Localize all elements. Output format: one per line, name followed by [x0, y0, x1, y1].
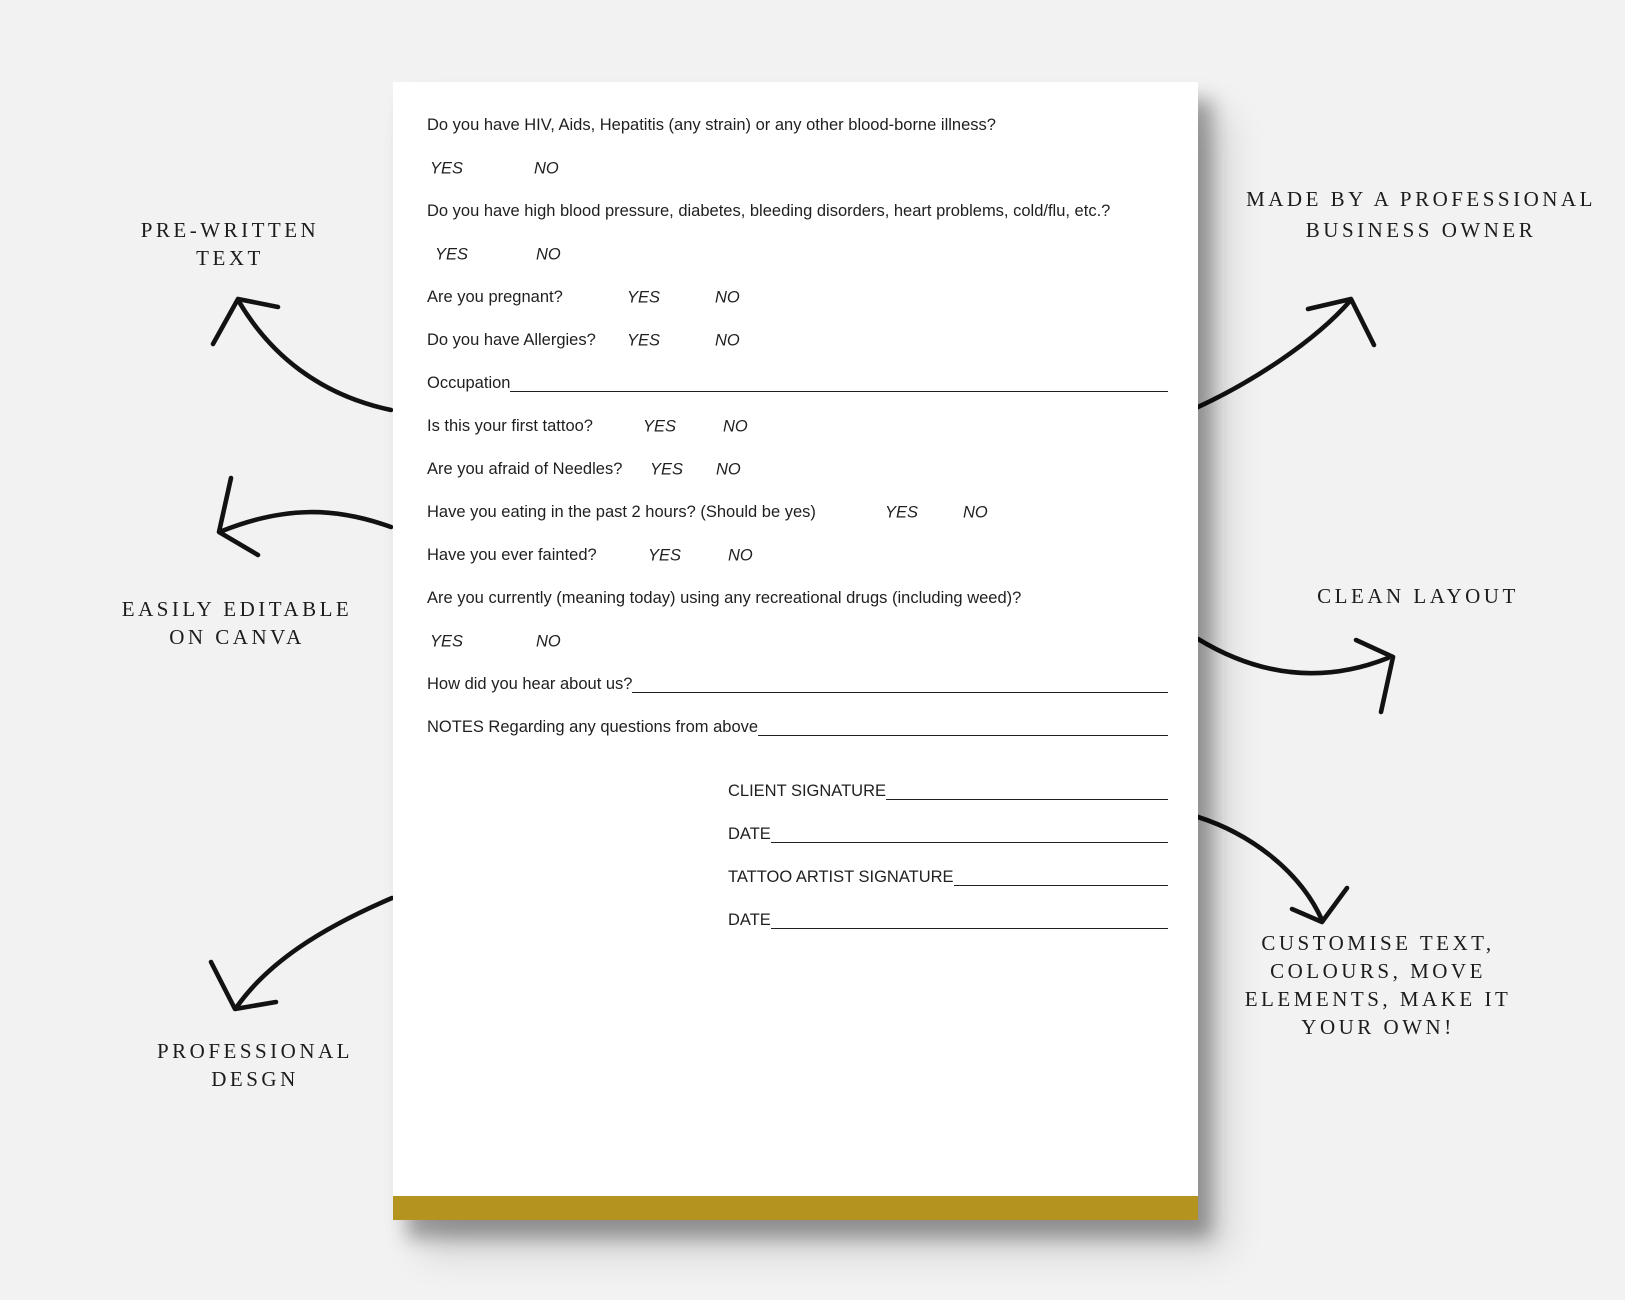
field-label: DATE — [728, 911, 771, 929]
yes-option: YES — [627, 288, 661, 306]
blank-line — [771, 842, 1168, 843]
blank-line — [510, 391, 1168, 392]
no-option: NO — [963, 503, 988, 521]
note-line: CUSTOMISE TEXT, — [1261, 931, 1495, 955]
yesno-row-blood-borne — [427, 147, 1198, 190]
note-pre-written-text — [60, 216, 400, 272]
question-fainted — [427, 534, 1198, 577]
blank-line — [886, 799, 1168, 800]
yesno-row-recreational-drugs — [427, 620, 1198, 663]
yes-option: YES — [430, 159, 464, 177]
blank-line — [954, 885, 1168, 886]
question-text: Do you have Allergies? — [427, 331, 596, 349]
question-medical-conditions — [427, 190, 1198, 233]
question-text: Are you afraid of Needles? — [427, 460, 623, 478]
note-easily-editable — [67, 595, 407, 651]
note-line: TEXT — [196, 246, 264, 270]
note-line: ON CANVA — [169, 625, 305, 649]
arrow-to-customise — [1198, 817, 1347, 922]
field-label: CLIENT SIGNATURE — [728, 782, 886, 800]
blank-line — [771, 928, 1168, 929]
question-text: Are you currently (meaning today) using any recreational drugs (including weed)? — [427, 589, 1022, 607]
question-allergies — [427, 319, 1198, 362]
field-occupation — [427, 362, 1198, 405]
field-client-date — [728, 813, 1168, 856]
question-text: Have you ever fainted? — [427, 546, 597, 564]
no-option: NO — [715, 331, 740, 349]
gold-accent-bar — [393, 1196, 1198, 1220]
field-artist-signature — [728, 856, 1168, 899]
note-line: ELEMENTS, MAKE IT — [1244, 987, 1512, 1011]
note-customise — [1208, 929, 1548, 1041]
question-text: Do you have high blood pressure, diabetes, bleeding disorders, heart problems, cold/flu, etc.? — [427, 202, 1111, 220]
arrow-to-easily-editable — [219, 478, 391, 555]
note-line: MADE BY A PROFESSIONAL — [1246, 187, 1596, 211]
question-blood-borne — [427, 104, 1198, 147]
field-label: Occupation — [427, 374, 511, 392]
yes-option: YES — [643, 417, 677, 435]
arrow-to-pre-written-text — [213, 299, 391, 410]
note-line: PROFESSIONAL — [156, 1039, 354, 1063]
field-client-signature — [728, 770, 1168, 813]
yes-option: YES — [627, 331, 661, 349]
yes-option: YES — [885, 503, 919, 521]
form-body — [393, 82, 1198, 942]
note-line: COLOURS, MOVE — [1270, 959, 1486, 983]
field-label: How did you hear about us? — [427, 675, 633, 693]
note-made-by-professional — [1217, 184, 1625, 246]
no-option: NO — [716, 460, 741, 478]
note-line: YOUR OWN! — [1301, 1015, 1455, 1039]
note-line: BUSINESS OWNER — [1305, 218, 1537, 242]
blank-line — [632, 692, 1168, 693]
question-eaten — [427, 491, 1198, 534]
question-text: Are you pregnant? — [427, 288, 563, 306]
no-option: NO — [536, 632, 561, 650]
field-label: NOTES Regarding any questions from above — [427, 718, 759, 736]
yesno-row-medical-conditions — [427, 233, 1198, 276]
question-recreational-drugs — [427, 577, 1198, 620]
no-option: NO — [536, 245, 561, 263]
field-label: TATTOO ARTIST SIGNATURE — [728, 868, 954, 886]
no-option: NO — [715, 288, 740, 306]
note-clean-layout — [1248, 582, 1588, 610]
no-option: NO — [534, 159, 559, 177]
note-professional-design — [85, 1037, 425, 1093]
field-label: DATE — [728, 825, 771, 843]
yes-option: YES — [435, 245, 469, 263]
question-afraid-needles — [427, 448, 1198, 491]
question-text: Is this your first tattoo? — [427, 417, 593, 435]
arrow-to-made-by-professional — [1198, 299, 1374, 407]
note-line: EASILY EDITABLE — [121, 597, 353, 621]
field-artist-date — [728, 899, 1168, 942]
field-notes — [427, 706, 1198, 749]
arrow-to-professional-design — [211, 898, 392, 1009]
consent-form-page — [393, 82, 1198, 1220]
no-option: NO — [723, 417, 748, 435]
note-line: DESGN — [211, 1067, 299, 1091]
yes-option: YES — [648, 546, 682, 564]
question-first-tattoo — [427, 405, 1198, 448]
question-pregnant — [427, 276, 1198, 319]
note-line: CLEAN LAYOUT — [1317, 584, 1519, 608]
no-option: NO — [728, 546, 753, 564]
question-text: Have you eating in the past 2 hours? (Should be yes) — [427, 503, 816, 521]
arrow-to-clean-layout — [1198, 639, 1393, 712]
blank-line — [758, 735, 1168, 736]
question-text: Do you have HIV, Aids, Hepatitis (any strain) or any other blood-borne illness? — [427, 116, 996, 134]
yes-option: YES — [650, 460, 684, 478]
note-line: PRE-WRITTEN — [140, 218, 320, 242]
signature-block — [728, 770, 1168, 942]
yes-option: YES — [430, 632, 464, 650]
field-hear-about-us — [427, 663, 1198, 706]
